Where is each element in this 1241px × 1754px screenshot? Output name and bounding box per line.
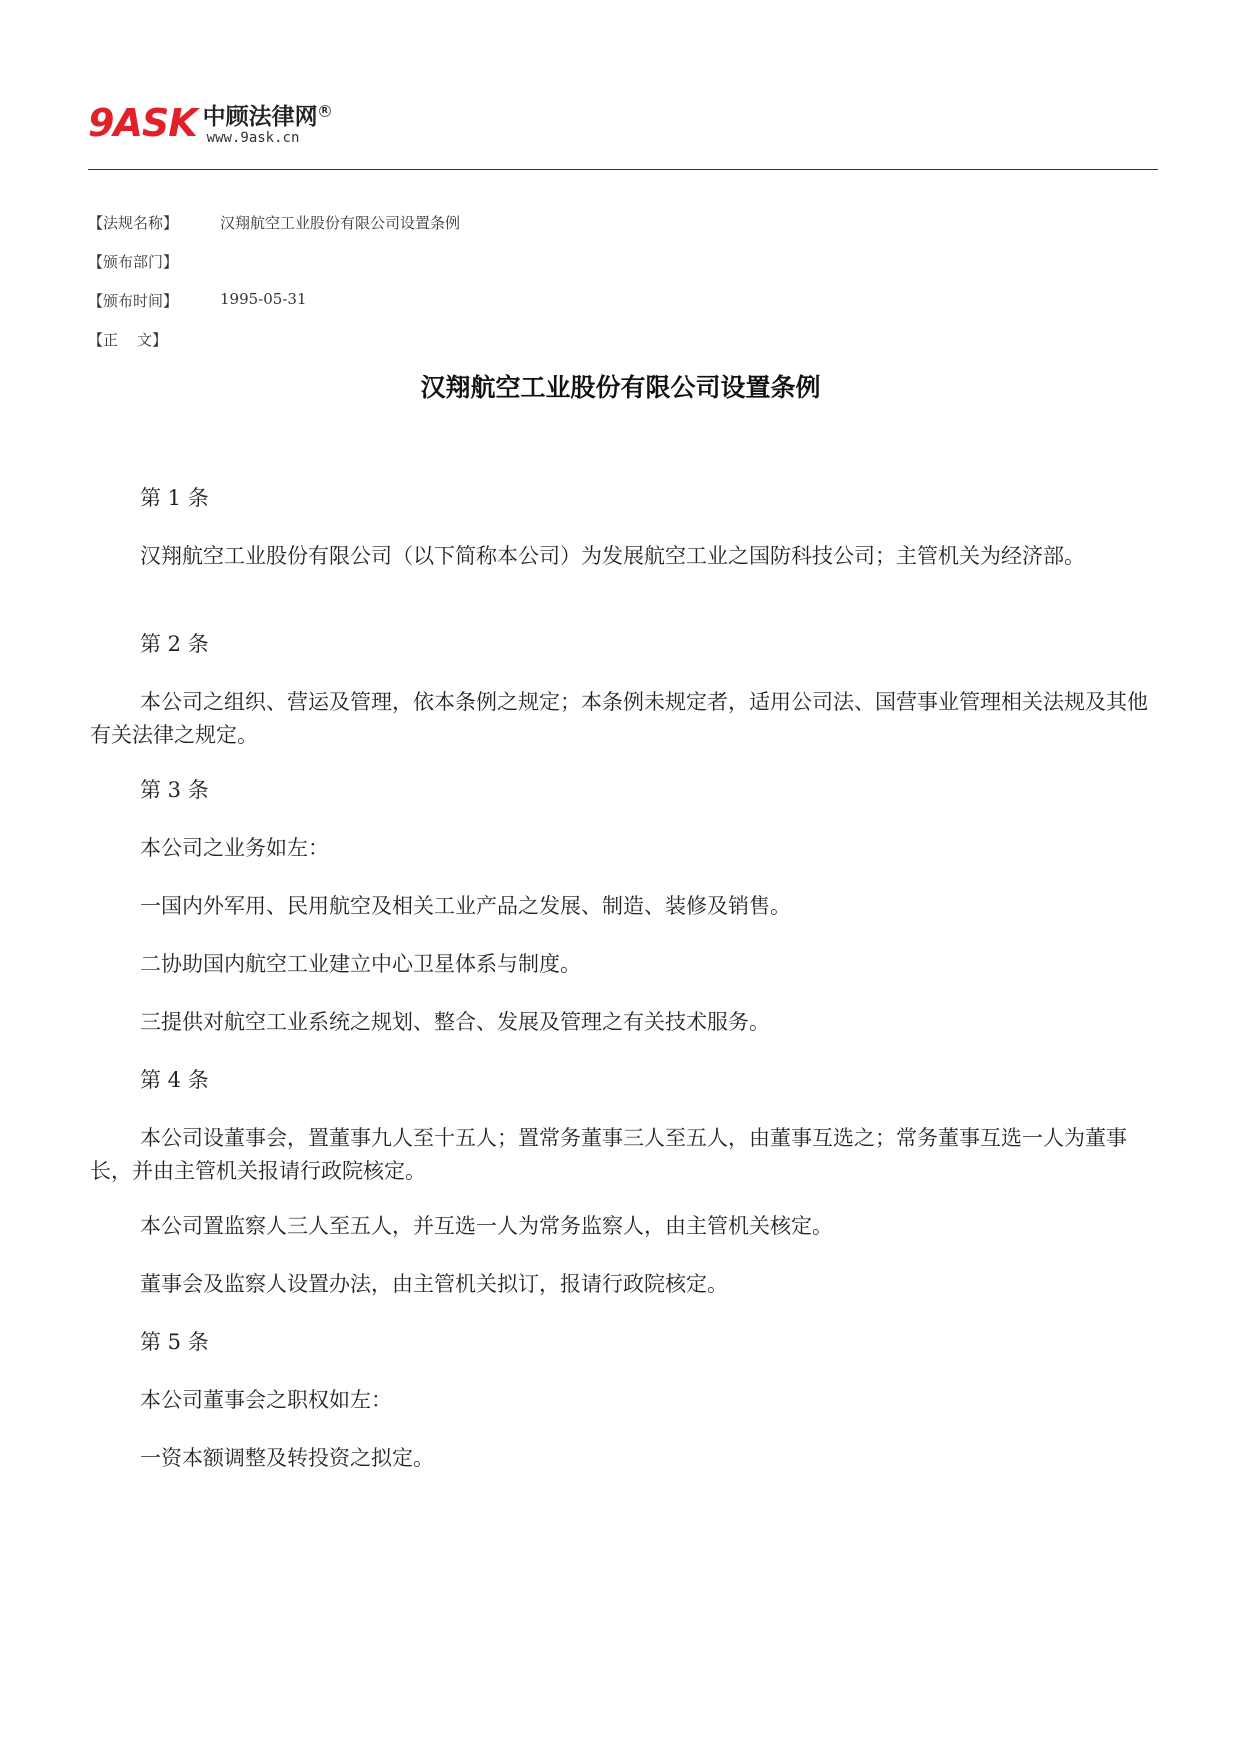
meta-row-department [88, 251, 460, 290]
paragraph: 本公司之业务如左： [140, 836, 329, 860]
paragraph: 本公司之组织、营运及管理，依本条例之规定；本条例未规定者，适用公司法、国营事业管理相关法规及其他有关法律之规定。 [90, 690, 1148, 747]
site-header [88, 92, 1158, 154]
site-logo[interactable] [88, 92, 1158, 154]
paragraph: 二协助国内航空工业建立中心卫星体系与制度。 [140, 952, 581, 976]
paragraph: 一国内外军用、民用航空及相关工业产品之发展、制造、装修及销售。 [140, 894, 791, 918]
meta-row-text [88, 329, 460, 368]
article-heading: 第 5 条 [140, 1330, 209, 1354]
meta-label: 【颁布部门】 [88, 253, 179, 271]
meta-value: 1995-05-31 [220, 290, 307, 308]
logo-text [203, 105, 331, 146]
meta-value: 汉翔航空工业股份有限公司设置条例 [220, 214, 461, 232]
metadata-block [88, 212, 460, 368]
header-divider [88, 169, 1158, 170]
paragraph: 三提供对航空工业系统之规划、整合、发展及管理之有关技术服务。 [140, 1010, 770, 1034]
article-heading: 第 1 条 [140, 486, 209, 510]
logo-site-name [203, 105, 331, 130]
article-heading: 第 3 条 [140, 778, 209, 802]
article-heading: 第 4 条 [140, 1068, 209, 1092]
article-heading: 第 2 条 [140, 632, 209, 656]
paragraph: 董事会及监察人设置办法，由主管机关拟订，报请行政院核定。 [140, 1272, 728, 1296]
meta-row-date [88, 290, 460, 329]
paragraph: 一资本额调整及转投资之拟定。 [140, 1446, 434, 1470]
logo-cn: 中顾法律网 [202, 103, 318, 130]
logo-mark: 9ASK [88, 101, 197, 145]
paragraph: 本公司董事会之职权如左： [140, 1388, 392, 1412]
registered-mark-icon: R [319, 105, 331, 117]
paragraph: 本公司置监察人三人至五人，并互选一人为常务监察人，由主管机关核定。 [140, 1214, 833, 1238]
document-title: 汉翔航空工业股份有限公司设置条例 [420, 373, 821, 402]
paragraph: 汉翔航空工业股份有限公司（以下简称本公司）为发展航空工业之国防科技公司；主管机关为经济部。 [140, 544, 1085, 568]
meta-row-name [88, 212, 460, 251]
meta-label: 【正 文】 [88, 331, 168, 349]
paragraph: 本公司设董事会，置董事九人至十五人；置常务董事三人至五人，由董事互选之；常务董事互选一人为董事长，并由主管机关报请行政院核定。 [90, 1126, 1127, 1183]
meta-label: 【法规名称】 [88, 214, 179, 232]
logo-url: www.9ask.cn [206, 130, 300, 146]
meta-label: 【颁布时间】 [88, 292, 179, 310]
